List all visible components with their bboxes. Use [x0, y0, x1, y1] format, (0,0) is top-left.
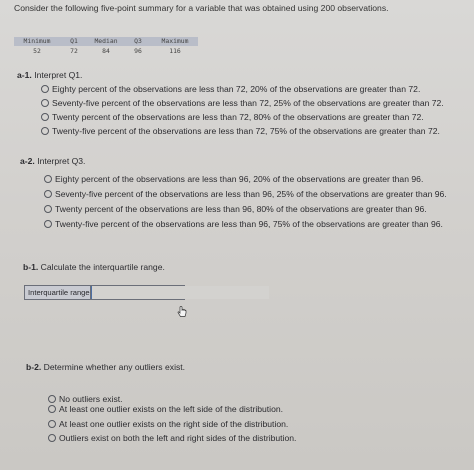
radio-circle-icon[interactable]	[44, 190, 52, 198]
radio-circle-icon[interactable]	[44, 220, 52, 228]
question-b1-number: b-1.	[23, 262, 39, 272]
radio-circle-icon[interactable]	[48, 434, 56, 442]
radio-circle-icon[interactable]	[48, 395, 56, 403]
a2-option-4[interactable]	[44, 219, 443, 229]
question-b1-label	[23, 262, 165, 272]
b2-option-1[interactable]	[48, 394, 123, 404]
header-q1: Q1	[60, 37, 88, 46]
header-maximum: Maximum	[152, 37, 198, 46]
question-a2-text: Interpret Q3.	[34, 156, 86, 166]
radio-circle-icon[interactable]	[41, 99, 49, 107]
b2-option-2[interactable]	[48, 404, 283, 414]
question-b2-number: b-2.	[26, 362, 42, 372]
interquartile-range-row	[24, 285, 185, 300]
question-b2-label	[26, 362, 185, 372]
a2-option-1[interactable]	[44, 174, 423, 184]
value-minimum: 52	[33, 47, 41, 55]
a2-option-2-text: Seventy-five percent of the observations are less than 96, 25% of the observations are greater than 96.	[55, 189, 447, 199]
header-minimum: Minimum	[14, 37, 60, 46]
radio-circle-icon[interactable]	[41, 113, 49, 121]
table-row	[14, 46, 198, 55]
b2-option-4[interactable]	[48, 433, 296, 443]
radio-circle-icon[interactable]	[41, 127, 49, 135]
question-a1-text: Interpret Q1.	[31, 70, 83, 80]
a1-option-3[interactable]	[41, 112, 424, 122]
radio-circle-icon[interactable]	[48, 405, 56, 413]
a1-option-4-text: Twenty-five percent of the observations are less than 72, 75% of the observations are greater than 72.	[52, 126, 440, 136]
interquartile-range-label: Interquartile range	[25, 286, 91, 299]
a2-option-4-text: Twenty-five percent of the observations are less than 96, 75% of the observations are greater than 96.	[55, 219, 443, 229]
a1-option-2-text: Seventy-five percent of the observations are less than 72, 25% of the observations are greater than 72.	[52, 98, 444, 108]
value-q1: 72	[70, 47, 78, 55]
five-point-summary-table	[14, 37, 198, 55]
b2-option-1-text: No outliers exist.	[59, 394, 123, 404]
a2-option-3[interactable]	[44, 204, 427, 214]
header-median: Median	[88, 37, 124, 46]
a1-option-4[interactable]	[41, 126, 440, 136]
table-header-row	[14, 37, 198, 46]
b2-option-2-text: At least one outlier exists on the left side of the distribution.	[59, 404, 284, 414]
a2-option-3-text: Twenty percent of the observations are less than 96, 80% of the observations are greater than 96.	[55, 204, 427, 214]
question-b2-text: Determine whether any outliers exist.	[41, 362, 186, 372]
a1-option-3-text: Twenty percent of the observations are less than 72, 80% of the observations are greater than 72.	[52, 112, 424, 122]
radio-circle-icon[interactable]	[44, 205, 52, 213]
radio-circle-icon[interactable]	[44, 175, 52, 183]
interquartile-range-input[interactable]	[91, 286, 269, 299]
question-a1-number: a-1.	[17, 70, 32, 80]
value-maximum: 116	[169, 47, 181, 55]
b2-option-3-text: At least one outlier exists on the right side of the distribution.	[59, 419, 289, 429]
question-a1-label	[17, 70, 82, 80]
value-median: 84	[102, 47, 110, 55]
question-intro: Consider the following five-point summary for a variable that was obtained using 200 observations.	[14, 3, 389, 13]
b2-option-3[interactable]	[48, 419, 288, 429]
question-a2-label	[20, 156, 85, 166]
question-a2-number: a-2.	[20, 156, 35, 166]
header-q3: Q3	[124, 37, 152, 46]
value-q3: 96	[134, 47, 142, 55]
a1-option-1[interactable]	[41, 84, 420, 94]
radio-circle-icon[interactable]	[48, 420, 56, 428]
a1-option-1-text: Eighty percent of the observations are less than 72, 20% of the observations are greater than 72.	[52, 84, 421, 94]
b2-option-4-text: Outliers exist on both the left and right sides of the distribution.	[59, 433, 297, 443]
hand-pointer-icon	[177, 306, 187, 318]
a1-option-2[interactable]	[41, 98, 444, 108]
a2-option-1-text: Eighty percent of the observations are less than 96, 20% of the observations are greater than 96.	[55, 174, 424, 184]
radio-circle-icon[interactable]	[41, 85, 49, 93]
question-b1-text: Calculate the interquartile range.	[38, 262, 165, 272]
a2-option-2[interactable]	[44, 189, 447, 199]
